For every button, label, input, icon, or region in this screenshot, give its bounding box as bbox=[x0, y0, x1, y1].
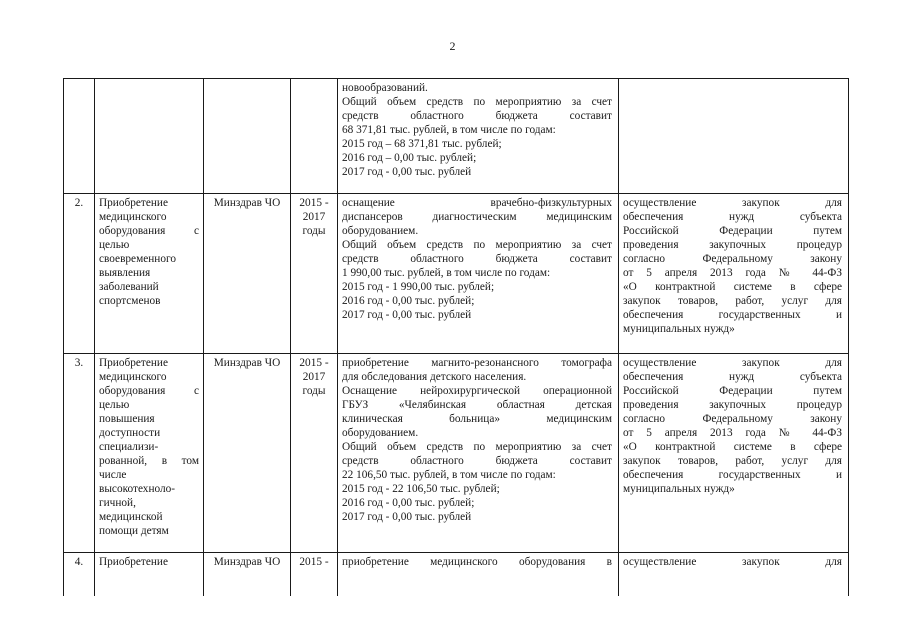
measure-name-line: Приобретение bbox=[99, 197, 168, 209]
table-row bbox=[64, 354, 849, 553]
table-row bbox=[64, 553, 849, 597]
measure-name-line: оборудования с bbox=[99, 385, 199, 397]
description-line: приобретение магнито-резонансного томографа bbox=[342, 357, 612, 369]
measure-name-line: целью bbox=[99, 399, 130, 411]
description-line: 2017 год - 0,00 тыс. рублей bbox=[342, 309, 472, 321]
row-number: 2. bbox=[74, 197, 84, 209]
row-number: 4. bbox=[74, 556, 84, 568]
basis-line: проведения закупочных процедур bbox=[623, 239, 842, 251]
years-line: 2015 - bbox=[299, 197, 329, 209]
executor-cell bbox=[204, 79, 291, 194]
description-line: Общий объем средств по мероприятию за счет bbox=[342, 239, 612, 251]
measure-name-line: оборудования с bbox=[99, 225, 199, 237]
description-line: Общий объем средств по мероприятию за счет bbox=[342, 441, 612, 453]
basis-line: от 5 апреля 2013 года № 44-ФЗ bbox=[623, 267, 842, 279]
executor-text: Минздрав ЧО bbox=[213, 197, 281, 209]
description-line: 2016 год - 0,00 тыс. рублей; bbox=[342, 497, 475, 509]
basis-line: обеспечения нужд субъекта bbox=[623, 211, 842, 223]
basis-line: закупок товаров, работ, услуг для bbox=[623, 455, 842, 467]
description-line: оснащение врачебно-физкультурных bbox=[342, 197, 612, 209]
measure-name-line: медицинского bbox=[99, 211, 167, 223]
years-line: годы bbox=[302, 225, 326, 237]
row-number-cell bbox=[64, 194, 95, 354]
basis-line: согласно Федеральному закону bbox=[623, 413, 842, 425]
executor-cell bbox=[204, 354, 291, 553]
description-cell bbox=[338, 194, 619, 354]
years-line: 2015 - bbox=[299, 357, 329, 369]
basis-line: муниципальных нужд» bbox=[623, 323, 735, 335]
measure-name-line: помощи детям bbox=[99, 525, 169, 537]
measure-name-line: гичной, bbox=[99, 497, 136, 509]
measure-name-line: заболеваний bbox=[99, 281, 159, 293]
basis-line: Российской Федерации путем bbox=[623, 225, 842, 237]
basis-line: Российской Федерации путем bbox=[623, 385, 842, 397]
description-cell bbox=[338, 79, 619, 194]
description-line: Общий объем средств по мероприятию за счет bbox=[342, 96, 612, 108]
description-cell bbox=[338, 553, 619, 597]
description-line: оборудованием. bbox=[342, 427, 419, 439]
description-line: 68 371,81 тыс. рублей, в том числе по годам: bbox=[342, 124, 556, 136]
basis-cell bbox=[619, 79, 849, 194]
description-line: оборудованием. bbox=[342, 225, 419, 237]
description-line: 2015 год - 1 990,00 тыс. рублей; bbox=[342, 281, 495, 293]
description-line: 2017 год - 0,00 тыс. рублей bbox=[342, 511, 472, 523]
measure-name-line: выявления bbox=[99, 267, 151, 279]
measure-name-line: высокотехноло- bbox=[99, 483, 176, 495]
basis-line: обеспечения государственных и bbox=[623, 309, 842, 321]
measure-name-line: медицинской bbox=[99, 511, 163, 523]
measure-name-line: Приобретение bbox=[99, 357, 168, 369]
executor-text: Минздрав ЧО bbox=[213, 357, 281, 369]
description-line: новообразований. bbox=[342, 82, 428, 94]
measure-name-line: Приобретение bbox=[99, 556, 168, 568]
description-line: средств областного бюджета составит bbox=[342, 253, 612, 265]
description-line: 2017 год - 0,00 тыс. рублей bbox=[342, 166, 472, 178]
executor-text: Минздрав ЧО bbox=[213, 556, 281, 568]
basis-cell bbox=[619, 194, 849, 354]
basis-line: осуществление закупок для bbox=[623, 556, 842, 568]
measure-name-cell bbox=[95, 354, 204, 553]
description-line: 1 990,00 тыс. рублей, в том числе по годам: bbox=[342, 267, 551, 279]
years-cell bbox=[291, 354, 338, 553]
description-line: ГБУЗ «Челябинская областная детская bbox=[342, 399, 612, 411]
description-line: диспансеров диагностическим медицинским bbox=[342, 211, 612, 223]
description-line: приобретение медицинского оборудования в bbox=[342, 556, 612, 568]
basis-line: согласно Федеральному закону bbox=[623, 253, 842, 265]
basis-line: от 5 апреля 2013 года № 44-ФЗ bbox=[623, 427, 842, 439]
measure-name-cell bbox=[95, 553, 204, 597]
table-row bbox=[64, 79, 849, 194]
table-row bbox=[64, 194, 849, 354]
basis-line: осуществление закупок для bbox=[623, 197, 842, 209]
basis-line: обеспечения государственных и bbox=[623, 469, 842, 481]
measure-name-line: специализи- bbox=[99, 441, 159, 453]
description-line: средств областного бюджета составит bbox=[342, 455, 612, 467]
row-number-cell bbox=[64, 79, 95, 194]
years-line: годы bbox=[302, 385, 326, 397]
description-line: 2016 год – 0,00 тыс. рублей; bbox=[342, 152, 477, 164]
description-line: Оснащение нейрохирургической операционной bbox=[342, 385, 612, 397]
measures-table bbox=[63, 78, 849, 596]
basis-line: обеспечения нужд субъекта bbox=[623, 371, 842, 383]
basis-cell bbox=[619, 354, 849, 553]
measure-name-line: спортсменов bbox=[99, 295, 161, 307]
measure-name-line: целью bbox=[99, 239, 130, 251]
description-line: 2015 год - 22 106,50 тыс. рублей; bbox=[342, 483, 500, 495]
basis-line: проведения закупочных процедур bbox=[623, 399, 842, 411]
executor-cell bbox=[204, 553, 291, 597]
measure-name-line: доступности bbox=[99, 427, 161, 439]
description-line: клиническая больница» медицинским bbox=[342, 413, 612, 425]
measure-name-line: повышения bbox=[99, 413, 155, 425]
description-line: 22 106,50 тыс. рублей, в том числе по годам: bbox=[342, 469, 556, 481]
measure-name-line: своевременного bbox=[99, 253, 176, 265]
description-line: 2015 год – 68 371,81 тыс. рублей; bbox=[342, 138, 502, 150]
years-cell bbox=[291, 79, 338, 194]
basis-line: «О контрактной системе в сфере bbox=[623, 441, 842, 453]
years-line: 2017 bbox=[302, 371, 326, 383]
years-cell bbox=[291, 194, 338, 354]
row-number-cell bbox=[64, 553, 95, 597]
page-number: 2 bbox=[449, 39, 456, 53]
row-number: 3. bbox=[74, 357, 84, 369]
description-cell bbox=[338, 354, 619, 553]
description-line: для обследования детского населения. bbox=[342, 371, 527, 383]
basis-line: «О контрактной системе в сфере bbox=[623, 281, 842, 293]
years-cell bbox=[291, 553, 338, 597]
basis-cell bbox=[619, 553, 849, 597]
row-number-cell bbox=[64, 354, 95, 553]
basis-line: осуществление закупок для bbox=[623, 357, 842, 369]
executor-cell bbox=[204, 194, 291, 354]
measure-name-cell bbox=[95, 194, 204, 354]
description-line: средств областного бюджета составит bbox=[342, 110, 612, 122]
description-line: 2016 год - 0,00 тыс. рублей; bbox=[342, 295, 475, 307]
years-line: 2015 - bbox=[299, 556, 329, 568]
years-line: 2017 bbox=[302, 211, 326, 223]
measure-name-line: медицинского bbox=[99, 371, 167, 383]
measure-name-line: рованной, в том bbox=[99, 455, 199, 467]
basis-line: муниципальных нужд» bbox=[623, 483, 735, 495]
measures-table-body bbox=[64, 79, 849, 597]
measure-name-cell bbox=[95, 79, 204, 194]
basis-line: закупок товаров, работ, услуг для bbox=[623, 295, 842, 307]
measure-name-line: числе bbox=[99, 469, 127, 481]
